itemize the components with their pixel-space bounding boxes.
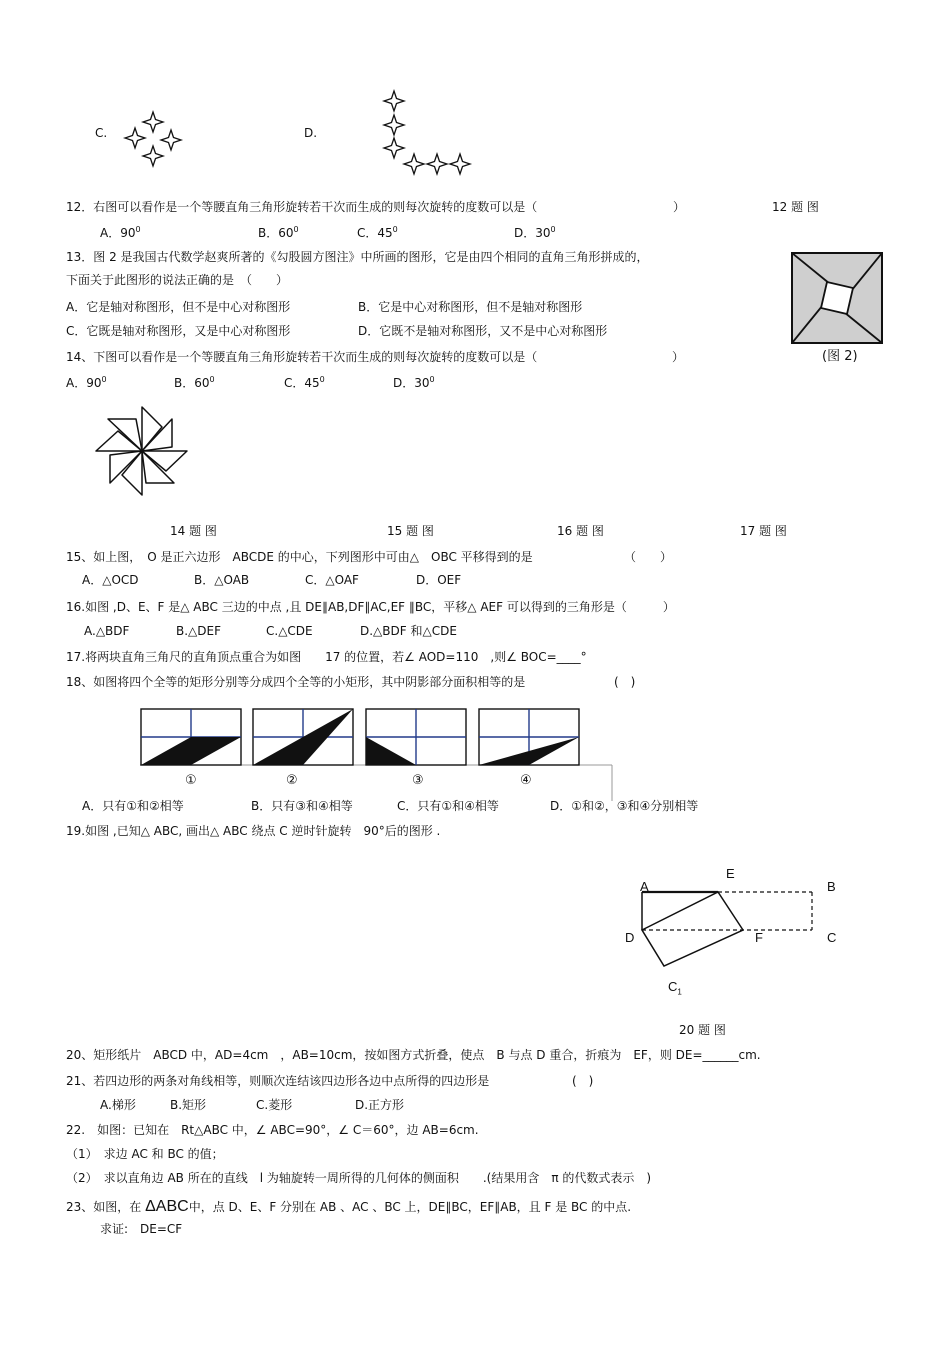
star-icon — [384, 138, 404, 158]
q19-stem: 19.如图 ,已知△ ABC, 画出△ ABC 绕点 C 逆时针旋转 90°后的图形 . — [66, 824, 441, 838]
q22-part2: （2） 求以直角边 AB 所在的直线 l 为轴旋转一周所得的几何体的侧面积 .(结果用含 π 的代数式表示 ) — [66, 1171, 652, 1185]
zhao-shuang-figure — [791, 252, 883, 344]
q14-option-d: D．$30^0$ — [393, 375, 435, 390]
rect-number-1: ① — [185, 773, 197, 788]
q13-line2: 下面关于此图形的说法正确的是 （ ） — [66, 273, 289, 287]
figure-20-label: 20 题 图 — [679, 1023, 726, 1037]
figure-15-label: 15 题 图 — [387, 524, 434, 538]
q12-option-a: A．$90^0$ — [100, 225, 141, 240]
q13-option-b: B．它是中心对称图形，但不是轴对称图形 — [358, 300, 583, 314]
q12-figure-label: 12 题 图 — [772, 200, 819, 214]
triangle-abc-notation: ΔABC — [145, 1198, 189, 1215]
figure-16-label: 16 题 图 — [557, 524, 604, 538]
point-b-label: B — [827, 879, 836, 894]
q21-option-d: D.正方形 — [355, 1098, 405, 1112]
q22-part1: （1） 求边 AC 和 BC 的值； — [66, 1147, 224, 1161]
q15-stem: 15、如上图， O 是正六边形 ABCDE 的中心，下列图形中可由△ OBC 平移得到的是 — [66, 550, 533, 564]
point-c-label: C — [827, 930, 837, 945]
star-icon — [125, 128, 145, 148]
q21-option-b: B.矩形 — [170, 1098, 207, 1112]
q16-option-a: A.△BDF — [84, 624, 130, 638]
q21-option-a: A.梯形 — [100, 1098, 136, 1112]
rect-number-4: ④ — [520, 773, 532, 788]
rect-number-2: ② — [286, 773, 298, 788]
figure-17-label: 17 题 图 — [740, 524, 787, 538]
q16-stem: 16.如图 ,D、E、F 是△ ABC 三边的中点 ,且 DE∥AB,DF∥AC,EF ∥BC，平移△ AEF 可以得到的三角形是（ ） — [66, 600, 675, 614]
star-icon — [384, 115, 404, 135]
rect-number-3: ③ — [412, 773, 424, 788]
q15-option-c: C．△OAF — [305, 573, 359, 587]
q15-option-d: D．OEF — [416, 573, 462, 587]
star-icon — [384, 91, 404, 111]
rectangle-4 — [479, 709, 579, 765]
q18-stem: 18、如图将四个全等的矩形分别等分成四个全等的小矩形，其中阴影部分面积相等的是 — [66, 675, 526, 689]
q14-option-a: A．$90^0$ — [66, 375, 107, 390]
q16-option-b: B.△DEF — [176, 624, 221, 638]
q23-proof: 求证: DE=CF — [100, 1222, 183, 1236]
star-icon — [427, 154, 447, 174]
figure-14-label: 14 题 图 — [170, 524, 217, 538]
rectangle-2 — [253, 709, 353, 765]
star-icon — [404, 154, 424, 174]
point-c1-label: $C_1$ — [668, 979, 682, 997]
q15-paren: （ ） — [624, 550, 673, 564]
stars-figure-d — [380, 88, 475, 180]
q22-stem: 22. 如图：已知在 Rt△ABC 中，∠ ABC=90°，∠ C＝60°，边 AB=6cm. — [66, 1123, 479, 1137]
star-icon — [161, 130, 181, 150]
q23-stem: 23、如图，在 ΔABC中，点 D、E、F 分别在 AB 、AC 、BC 上，DE∥BC，EF∥AB，且 F 是 BC 的中点. — [66, 1198, 632, 1215]
option-c-label: C. — [95, 126, 108, 140]
q21-paren: ( ) — [572, 1074, 594, 1088]
rectangle-1 — [141, 709, 241, 765]
star-icon — [450, 154, 470, 174]
rectangle-3 — [366, 709, 466, 765]
q13-option-c: C．它既是轴对称图形，又是中心对称图形 — [66, 324, 291, 338]
q14-close: ） — [672, 350, 685, 364]
figure-2-label: (图 2) — [822, 349, 858, 364]
q18-option-c: C．只有①和④相等 — [397, 799, 499, 813]
q18-option-d: D．①和②，③和④分别相等 — [550, 799, 699, 813]
q14-option-c: C．$45^0$ — [284, 375, 325, 390]
q16-option-c: C.△CDE — [266, 624, 313, 638]
q12-close: ） — [673, 200, 686, 214]
stars-figure-c — [118, 108, 188, 170]
q13-line1: 13．图 2 是我国古代数学赵爽所著的《勾股圆方图注》中所画的图形，它是由四个相同的直角三角形拼成的， — [66, 250, 649, 264]
q13-option-d: D．它既不是轴对称图形，又不是中心对称图形 — [358, 324, 608, 338]
q21-stem: 21、若四边形的两条对角线相等，则顺次连结该四边形各边中点所得的四边形是 — [66, 1074, 490, 1088]
q18-option-a: A．只有①和②相等 — [82, 799, 184, 813]
q12-stem: 12．右图可以看作是一个等腰直角三角形旋转若干次而生成的则每次旋转的度数可以是（ — [66, 200, 538, 214]
q17-stem: 17.将两块直角三角尺的直角顶点重合为如图 17 的位置，若∠ AOD=110 ,则∠ BOC=____° — [66, 650, 587, 664]
point-d-label: D — [625, 930, 635, 945]
option-d-label: D. — [304, 126, 318, 140]
q15-option-b: B．△OAB — [194, 573, 250, 587]
q18-option-b: B．只有③和④相等 — [251, 799, 353, 813]
q14-stem: 14、下图可以看作是一个等腰直角三角形旋转若干次而生成的则每次旋转的度数可以是（ — [66, 350, 538, 364]
q15-option-a: A．△OCD — [82, 573, 139, 587]
point-f-label: F — [755, 930, 763, 945]
star-icon — [143, 112, 163, 132]
q12-option-c: C．$45^0$ — [357, 225, 398, 240]
star-icon — [143, 146, 163, 166]
q13-option-a: A．它是轴对称图形，但不是中心对称图形 — [66, 300, 291, 314]
q12-option-d: D．$30^0$ — [514, 225, 556, 240]
point-e-label: E — [726, 866, 735, 881]
fold-figure-20 — [640, 885, 820, 970]
q18-rectangles-figure — [140, 706, 615, 801]
q18-paren: ( ) — [614, 675, 636, 689]
q14-option-b: B．$60^0$ — [174, 375, 215, 390]
pinwheel-figure — [92, 405, 190, 497]
q21-option-c: C.菱形 — [256, 1098, 293, 1112]
q16-option-d: D.△BDF 和△CDE — [360, 624, 457, 638]
point-a-label: A — [640, 879, 649, 894]
q20-stem: 20、矩形纸片 ABCD 中，AD=4cm ，AB=10cm，按如图方式折叠，使点 B 与点 D 重合，折痕为 EF，则 DE=______cm. — [66, 1048, 761, 1062]
q12-option-b: B．$60^0$ — [258, 225, 299, 240]
